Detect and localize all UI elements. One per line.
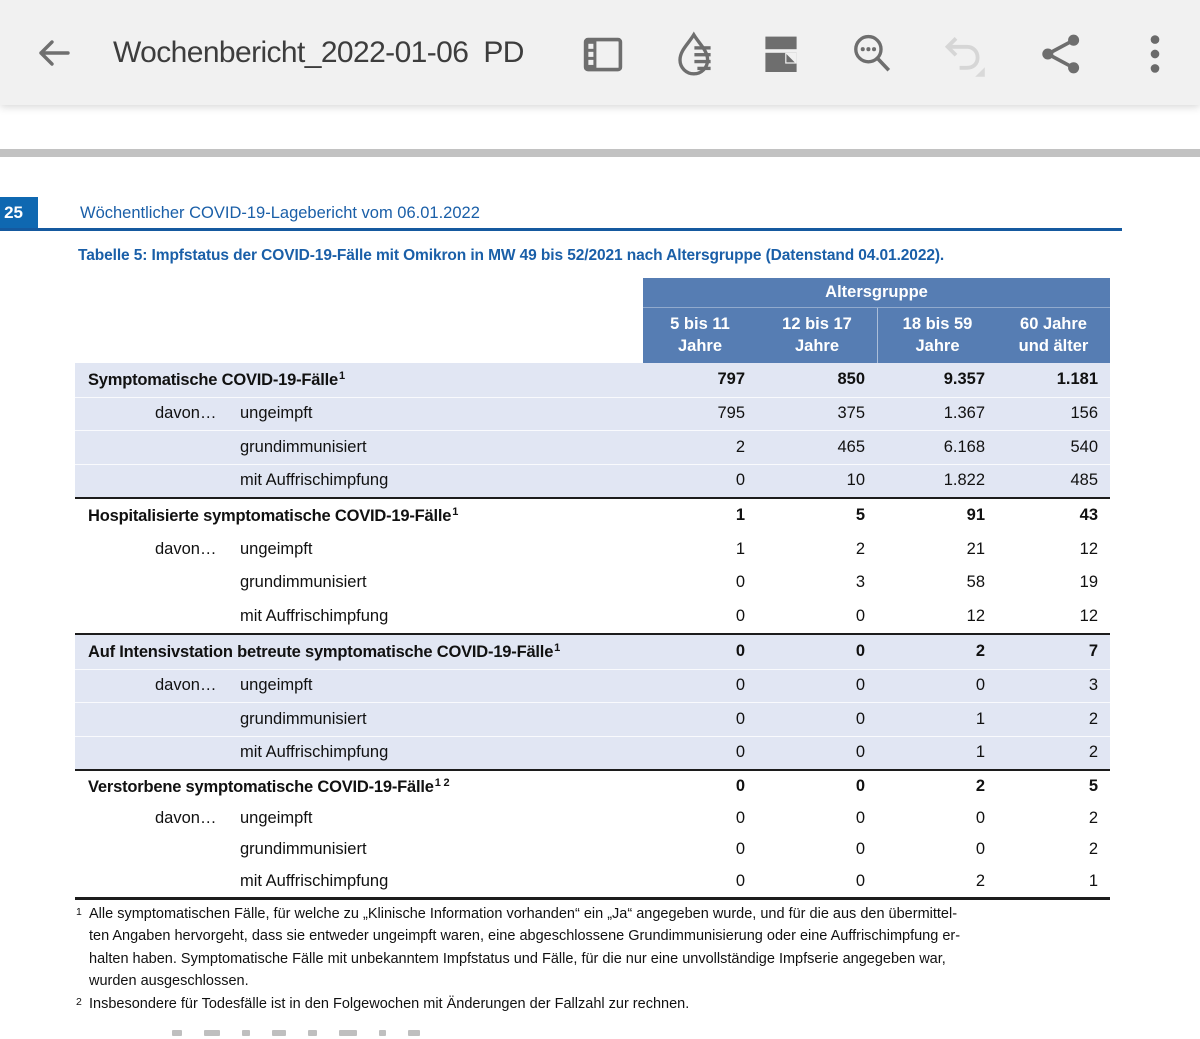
table-subrow: grundimmunisiert 0 0 1 2 [75,702,1110,736]
table-subrow: mit Auffrischimpfung 0 0 12 12 [240,606,1098,625]
undo-icon [938,66,986,81]
footnote-marker: 1 [554,641,561,654]
thumbnails-panel-button[interactable] [579,30,627,78]
page-separator [0,149,1200,157]
page-number-badge: 25 [0,197,38,229]
footnote-1-marker: 1 [76,906,82,918]
thumbnails-panel-icon [579,66,627,81]
table-column-header-row [75,308,1110,363]
table-category-row: Symptomatische COVID-19-Fälle$^1$ 797 850 9.357 1.181 [88,369,1098,389]
table-category-row: Hospitalisierte symptomatische COVID-19-Fälle$^1$ 1 5 91 43 [88,505,1098,525]
table-subrow: davon… ungeimpft 0 0 0 2 [155,808,1098,827]
table-group-header-row [75,278,1110,308]
footnote-marker: 1 [339,369,345,382]
table-subrow: grundimmunisiert 2 465 6.168 540 [75,430,1110,464]
back-button[interactable] [30,29,78,77]
footnote-2-marker: 2 [76,995,82,1008]
table-category-row: Verstorbene symptomatische COVID-19-Fälle$^{1 2}$ 0 0 2 5 [88,776,1098,796]
footnote-marker: 1 2 [434,776,450,789]
header-rule [0,228,1122,231]
table-subrow: mit Auffrischimpfung 0 0 1 2 [75,736,1110,770]
table-subrow: mit Auffrischimpfung 0 0 2 1 [240,871,1098,890]
table-subrow: davon… ungeimpft 0 0 0 3 [75,669,1110,703]
document-title: Wochenbericht_2022-01-06 PD [113,36,524,69]
footnote-marker: 1 [452,505,459,518]
more-options-icon [1131,66,1179,81]
vaccination-status-table [75,278,1110,900]
table-subrow: davon… ungeimpft 795 375 1.367 156 [75,397,1110,431]
block-deceased [75,769,1110,897]
block-icu [75,633,1110,769]
view-mode-icon [757,66,805,81]
liquid-mode-button[interactable] [671,30,719,78]
share-icon [1037,66,1085,81]
footnotes [75,903,1110,1015]
report-header: Wöchentlicher COVID-19-Lagebericht vom 06.01.2022 [80,204,480,222]
column-header-18-59: 18 bis 59 Jahre [877,308,997,363]
column-header-12-17: 12 bis 17 Jahre [757,308,877,363]
table-subrow: grundimmunisiert 0 3 58 19 [240,573,1098,592]
footnote-2: 2 Insbesondere für Todesfälle ist in den Folgewochen mit Änderungen der Fallzahl zur rechnen. [75,993,1110,1015]
view-mode-button[interactable] [757,30,805,78]
block-hospitalized [75,497,1110,633]
app-bar [0,0,1200,105]
table-title: Tabelle 5: Impfstatus der COVID-19-Fälle mit Omikron in MW 49 bis 52/2021 nach Altersgruppe (Datenstand 04.01.2022). [78,247,945,264]
table-subrow: davon… ungeimpft 1 2 21 12 [155,539,1098,558]
footnote-1: 1 Alle symptomatischen Fälle, für welche zu „Klinische Information vorhanden“ ein „Ja“ angegeben wurde, und für die aus den übermittel- ten Angaben hervorgeht, dass sie entweder ungeimpft waren, eine abgeschlossene Grundimmunisierung oder eine Auffrischimpfung er- halten haben. Symptomatische Fälle mit unbekanntem Impfstatus und Fälle, für die nur eine unvollständige Impfserie angegeben war, wurden ausgeschlossen. [75,903,1110,993]
more-options-button[interactable] [1131,30,1179,78]
table-subrow: mit Auffrischimpfung 0 10 1.822 485 [75,464,1110,498]
search-icon [848,66,896,81]
search-button[interactable] [848,30,896,78]
column-header-5-11: 5 bis 11 Jahre [643,308,757,363]
document-title-suffix: PD [483,36,524,69]
back-arrow-icon [30,65,78,80]
table-subrow: grundimmunisiert 0 0 0 2 [240,840,1098,859]
table-category-row: Auf Intensivstation betreute symptomatische COVID-19-Fälle$^1$ 0 0 2 7 [88,641,1098,661]
liquid-mode-icon [671,66,719,81]
undo-button[interactable] [938,30,986,78]
block-symptomatic [75,363,1110,497]
column-header-60plus: 60 Jahre und älter [997,308,1110,363]
share-button[interactable] [1037,30,1085,78]
clipped-text-top [172,1030,420,1039]
group-header: Altersgruppe [643,278,1110,308]
